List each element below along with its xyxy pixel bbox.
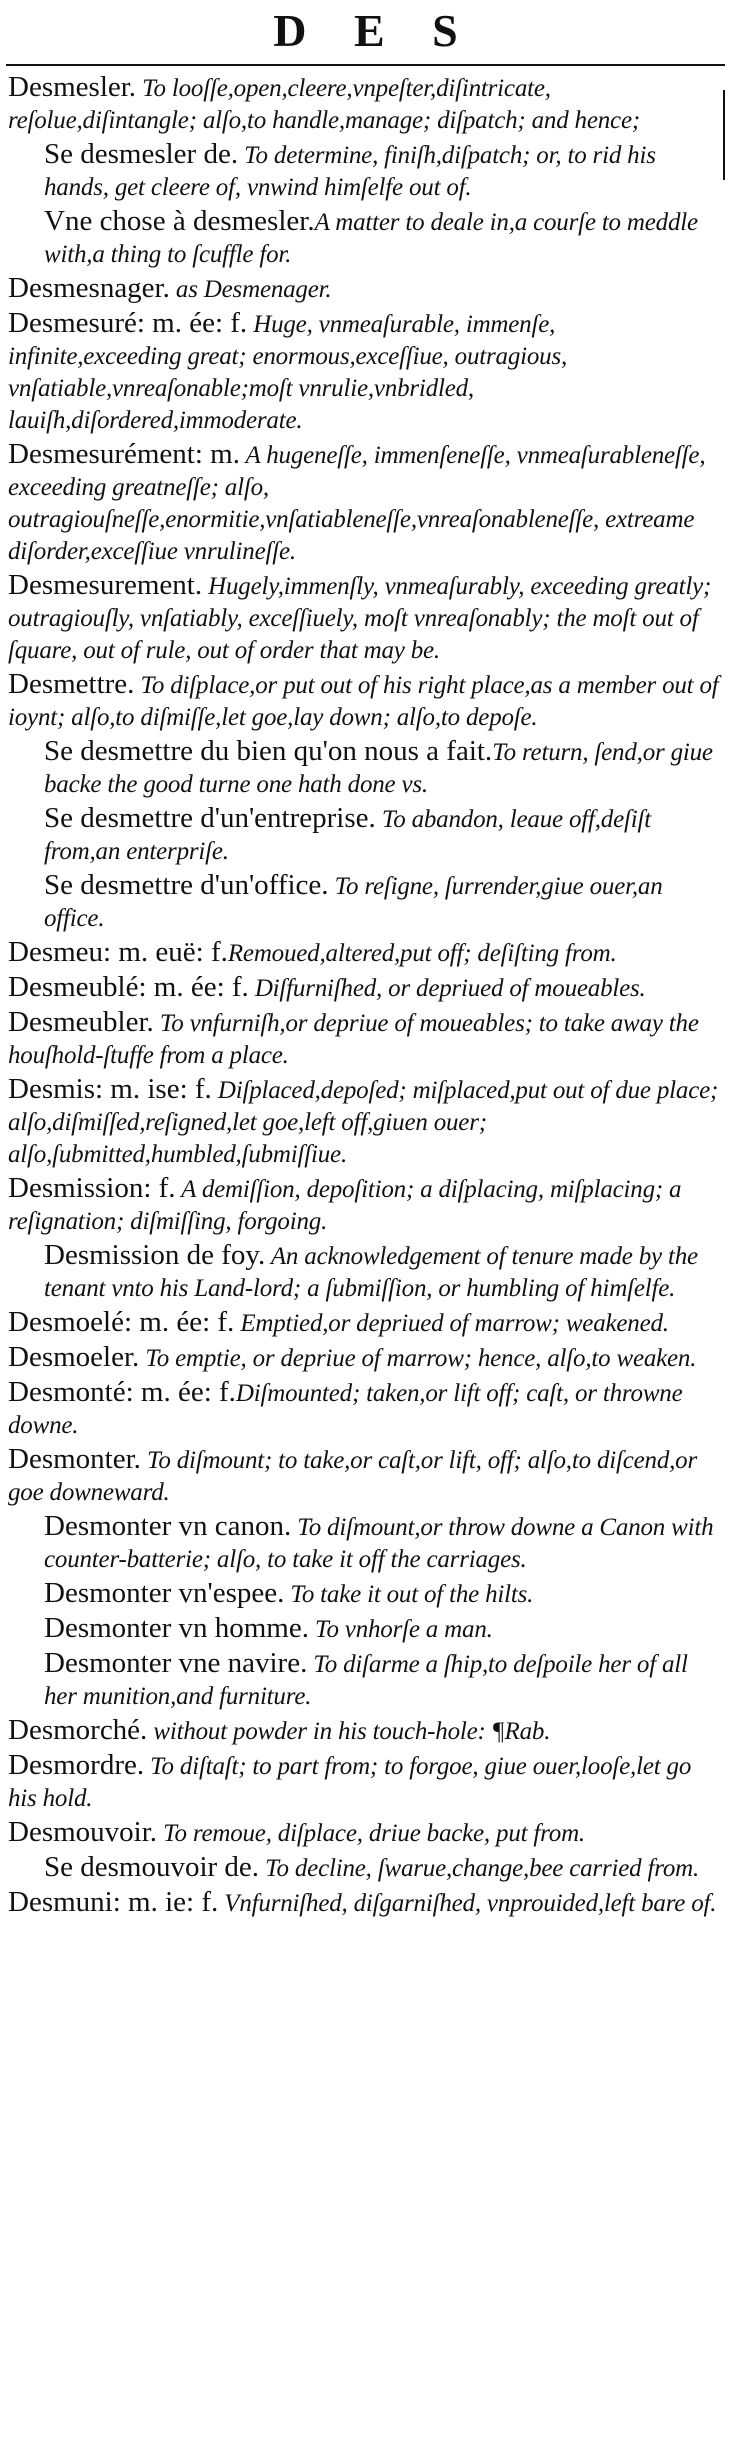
definition: Emptied,or depriued of marrow; weakened. <box>234 1310 669 1337</box>
headword: Vne chose à desmesler. <box>44 205 315 237</box>
headword: Desmeublé: m. ée: f. <box>8 971 249 1003</box>
definition: Hugely,immenſly, vnmeaſurably, exceeding greatly; outragiouſly, vnſatiably, exceſſiuely, moſt vnreaſonably; the moſt out of ſquare, out of rule, out of order that may be. <box>8 573 712 664</box>
definition: Diſmounted; taken,or lift off; caſt, or throwne downe. <box>8 1380 683 1439</box>
dictionary-entry <box>8 1444 722 1508</box>
sub-entry <box>8 1613 722 1645</box>
headword: Se desmettre d'un'entreprise. <box>44 802 376 834</box>
definition: An acknowledgement of tenure made by the tenant vnto his Land-lord; a ſubmiſſion, or humbling of himſelfe. <box>44 1243 698 1302</box>
headword: Desmorché. <box>8 1714 148 1746</box>
headword: Desmis: m. ise: f. <box>8 1073 212 1105</box>
definition: To determine, finiſh,diſpatch; or, to rid his hands, get cleere of, vnwind himſelfe out of. <box>44 142 656 201</box>
dictionary-entry <box>8 1715 722 1747</box>
dictionary-entry <box>8 308 722 436</box>
dictionary-entry <box>8 1173 722 1237</box>
sub-entry <box>8 736 722 800</box>
dictionary-entry <box>8 972 722 1004</box>
headword: Se desmettre d'un'office. <box>44 869 329 901</box>
headword: Desmoelé: m. ée: f. <box>8 1306 235 1338</box>
definition: To diſarme a ſhip,to deſpoile her of all her munition,and furniture. <box>44 1651 688 1710</box>
headword: Desmonter vn homme. <box>44 1612 309 1644</box>
column-rule <box>723 90 725 180</box>
definition: To looſſe,open,cleere,vnpeſter,diſintricate, reſolue,diſintangle; alſo,to handle,manage; diſpatch; and hence; <box>8 75 640 134</box>
dictionary-entry <box>8 1007 722 1071</box>
headword: Desmonter vne navire. <box>44 1647 308 1679</box>
definition: To vnhorſe a man. <box>308 1616 493 1643</box>
definition: A matter to deale in,a courſe to meddle with,a thing to ſcuffle for. <box>44 209 698 268</box>
definition: Diſplaced,depoſed; miſplaced,put out of due place; alſo,diſmiſſed,reſigned,let goe,left off,giuen ouer; alſo,ſubmitted,humbled,ſubmiſſiue. <box>8 1077 719 1168</box>
headword: Desmesurement. <box>8 569 203 601</box>
definition: without powder in his touch-hole: ¶Rab. <box>147 1718 551 1745</box>
definition: To abandon, leaue off,deſiſt from,an enterpriſe. <box>44 806 651 865</box>
header-rule <box>6 64 725 66</box>
page-header <box>0 0 731 70</box>
headword: Se desmesler de. <box>44 138 239 170</box>
definition: To emptie, or depriue of marrow; hence, alſo,to weaken. <box>139 1345 697 1372</box>
sub-entry <box>8 870 722 934</box>
sub-entry <box>8 206 722 270</box>
dictionary-entry <box>8 72 722 136</box>
definition: Vnfurniſhed, diſgarniſhed, vnprouided,left bare of. <box>218 1890 717 1917</box>
headword: Desmission: f. <box>8 1172 176 1204</box>
definition: To diſmount; to take,or caſt,or lift, off; alſo,to diſcend,or goe downeward. <box>8 1447 698 1506</box>
headword: Desmuni: m. ie: f. <box>8 1886 219 1918</box>
headword: Desmordre. <box>8 1749 145 1781</box>
dictionary-entry <box>8 1074 722 1170</box>
headword: Desmonter vn'espee. <box>44 1577 285 1609</box>
headword: Desmission de foy. <box>44 1239 266 1271</box>
definition: To return, ſend,or giue backe the good turne one hath done vs. <box>44 739 713 798</box>
headword: Desmesler. <box>8 71 137 103</box>
definition: Diſfurniſhed, or depriued of moueables. <box>248 975 646 1002</box>
definition: as Desmenager. <box>169 276 332 303</box>
running-head: D E S <box>273 5 476 56</box>
definition: A demiſſion, depoſition; a diſplacing, miſplacing; a reſignation; diſmiſſing, forgoing. <box>8 1176 682 1235</box>
headword: Desmeubler. <box>8 1006 154 1038</box>
headword: Desmesurément: m. <box>8 438 240 470</box>
definition: To decline, ſwarue,change,bee carried from. <box>259 1855 700 1882</box>
dictionary-entry <box>8 570 722 666</box>
sub-entry <box>8 139 722 203</box>
sub-entry <box>8 1648 722 1712</box>
headword: Desmoeler. <box>8 1341 140 1373</box>
dictionary-entry <box>8 669 722 733</box>
definition: To reſigne, ſurrender,giue ouer,an office. <box>44 873 663 932</box>
sub-entry <box>8 1240 722 1304</box>
headword: Desmesuré: m. ée: f. <box>8 307 248 339</box>
definition: Huge, vnmeaſurable, immenſe, infinite,exceeding great; enormous,exceſſiue, outragious, vnſatiable,vnreaſonable;moſt vnrulie,vnbridled, lauiſh,diſordered,immoderate. <box>8 311 568 434</box>
dictionary-entry <box>8 1342 722 1374</box>
sub-entry <box>8 1578 722 1610</box>
definition: To vnfurniſh,or depriue of moueables; to take away the houſhold-ſtuffe from a place. <box>8 1010 699 1069</box>
dictionary-column <box>8 72 722 1922</box>
headword: Desmonté: m. ée: f. <box>8 1376 236 1408</box>
definition: To take it out of the hilts. <box>284 1581 534 1608</box>
definition: To remoue, diſplace, driue backe, put from. <box>157 1820 585 1847</box>
headword: Desmeu: m. euë: f. <box>8 936 228 968</box>
dictionary-entry <box>8 1887 722 1919</box>
dictionary-entry <box>8 1377 722 1441</box>
headword: Desmonter vn canon. <box>44 1510 292 1542</box>
headword: Se desmouvoir de. <box>44 1851 260 1883</box>
headword: Desmesnager. <box>8 272 170 304</box>
headword: Se desmettre du bien qu'on nous a fait. <box>44 735 493 767</box>
dictionary-entry <box>8 1817 722 1849</box>
sub-entry <box>8 1852 722 1884</box>
definition: To diſmount,or throw downe a Canon with counter-batterie; alſo, to take it off the carriages. <box>44 1514 714 1573</box>
dictionary-entry <box>8 273 722 305</box>
definition: To diſtaſt; to part from; to forgoe, giue ouer,looſe,let go his hold. <box>8 1753 692 1812</box>
dictionary-entry <box>8 1750 722 1814</box>
dictionary-entry <box>8 1307 722 1339</box>
definition: Remoued,altered,put off; deſiſting from. <box>227 940 617 967</box>
headword: Desmonter. <box>8 1443 141 1475</box>
dictionary-entry <box>8 439 722 567</box>
headword: Desmettre. <box>8 668 135 700</box>
definition: To diſplace,or put out of his right place,as a member out of ioynt; alſo,to diſmiſſe,let goe,lay down; alſo,to depoſe. <box>8 672 719 731</box>
definition: A hugeneſſe, immenſeneſſe, vnmeaſurableneſſe, exceeding greatneſſe; alſo, outragiouſneſſe,enormitie,vnſatiableneſſe,vnreaſonableneſſe, extreame diſorder,exceſſiue vnrulineſſe. <box>8 442 706 565</box>
dictionary-entry <box>8 937 722 969</box>
sub-entry <box>8 803 722 867</box>
sub-entry <box>8 1511 722 1575</box>
headword: Desmouvoir. <box>8 1816 158 1848</box>
